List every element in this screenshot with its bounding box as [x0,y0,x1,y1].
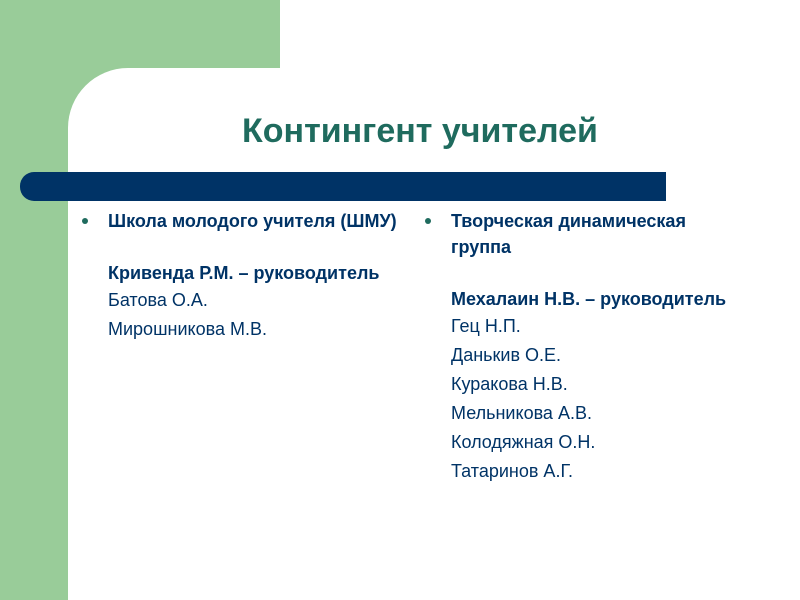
slide-title: Контингент учителей [242,112,598,150]
left-member: Мирошникова М.В. [108,319,267,339]
green-left-strip [0,0,68,600]
title-divider-bar [20,172,666,201]
left-bullet-item [82,208,402,234]
left-member: Батова О.А. [108,290,208,310]
right-column [425,208,745,486]
bullet-dot-icon [425,218,431,224]
left-column [82,208,402,344]
right-lead: Мехалаин Н.В. – руководитель [451,289,727,309]
right-member: Татаринов А.Г. [451,461,573,481]
bullet-dot-icon [82,218,88,224]
right-member: Куракова Н.В. [451,374,568,394]
right-member: Колодяжная О.Н. [451,432,596,452]
right-member: Данькив О.Е. [451,345,562,365]
right-heading: Творческая динамическая группа [451,211,686,257]
right-member: Мельникова А.В. [451,403,592,423]
right-bullet-item [425,208,745,260]
right-member: Гец Н.П. [451,316,521,336]
left-heading: Школа молодого учителя (ШМУ) [108,211,397,231]
left-lead: Кривенда Р.М. – руководитель [108,263,380,283]
